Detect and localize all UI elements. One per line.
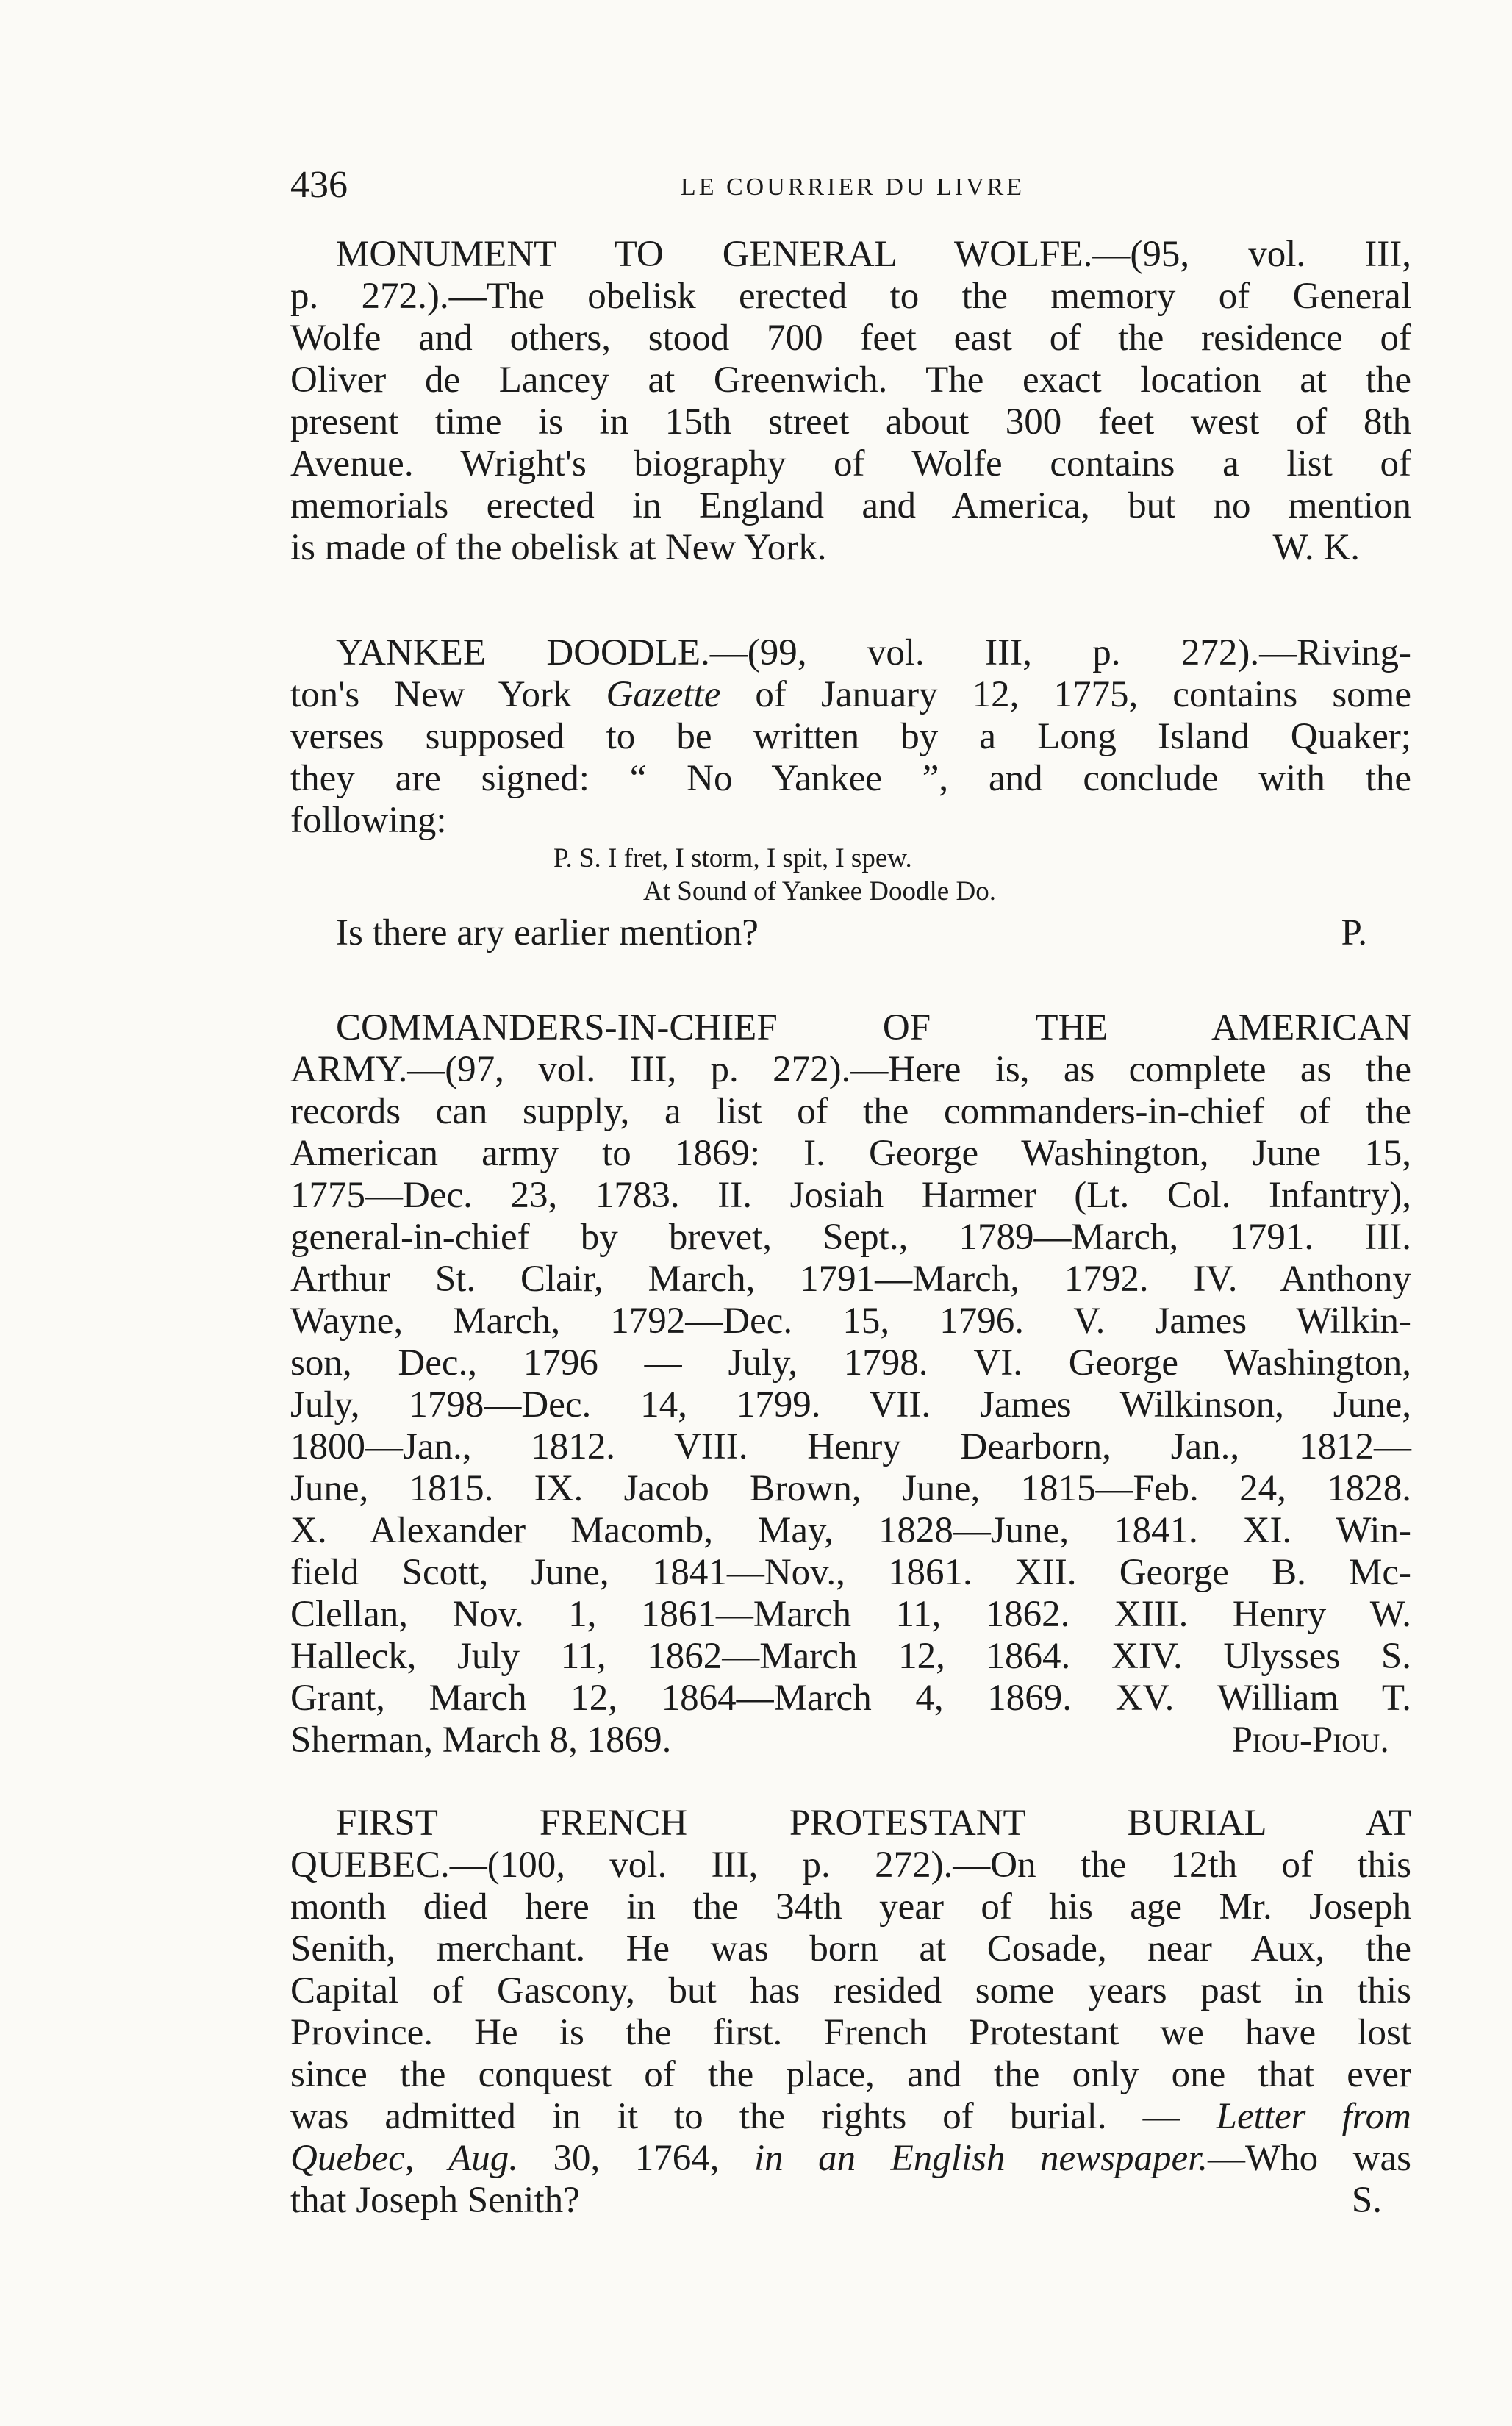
- yankee-line-2a: ton's New York: [290, 674, 606, 715]
- quebec-last-line: [290, 2180, 1411, 2222]
- commanders-line-12: June, 1815. IX. Jacob Brown, June, 1815—Feb. 24, 1828.: [290, 1468, 1411, 1509]
- commanders-line-2: ARMY.—(97, vol. III, p. 272).—Here is, as complete as the: [290, 1049, 1411, 1090]
- quebec-line-10: that Joseph Senith?: [290, 2180, 580, 2221]
- verse-line-1: P. S. I fret, I storm, I spit, I spew.: [553, 843, 912, 873]
- quebec-line-9b: 30, 1764,: [517, 2138, 754, 2179]
- yankee-question-row: [290, 912, 1411, 954]
- commanders-line-18: Sherman, March 8, 1869.: [290, 1720, 672, 1761]
- wolfe-line-5: present time is in 15th street about 300 feet west of 8th: [290, 401, 1411, 443]
- quebec-aug-italic: Quebec, Aug.: [290, 2138, 518, 2179]
- section-quebec: [290, 1803, 1411, 2222]
- commanders-line-6: general-in-chief by brevet, Sept., 1789—March, 1791. III.: [290, 1217, 1411, 1258]
- commanders-line-10: July, 1798—Dec. 14, 1799. VII. James Wilkinson, June,: [290, 1384, 1411, 1425]
- commanders-line-5: 1775—Dec. 23, 1783. II. Josiah Harmer (Lt. Col. Infantry),: [290, 1175, 1411, 1216]
- commanders-line-16: Halleck, July 11, 1862—March 12, 1864. XIV. Ulysses S.: [290, 1636, 1411, 1677]
- yankee-line-4: they are signed: “ No Yankee ”, and conclude with the: [290, 758, 1411, 799]
- page-number: 436: [290, 164, 348, 206]
- yankee-line-2: [290, 674, 1411, 716]
- quebec-line-8a: was admitted in it to the rights of burial. —: [290, 2096, 1217, 2137]
- commanders-line-7: Arthur St. Clair, March, 1791—March, 1792. IV. Anthony: [290, 1259, 1411, 1300]
- section-wolfe: [290, 234, 1411, 569]
- commanders-line-4: American army to 1869: I. George Washington, June 15,: [290, 1133, 1411, 1174]
- quebec-line-9: [290, 2138, 1411, 2180]
- quebec-line-9d: —Who was: [1208, 2138, 1411, 2179]
- page-header: [290, 163, 1415, 207]
- commanders-line-9: son, Dec., 1796 — July, 1798. VI. George Washington,: [290, 1342, 1411, 1384]
- gazette-italic: Gazette: [606, 674, 721, 715]
- commanders-line-13: X. Alexander Macomb, May, 1828—June, 1841. XI. Win-: [290, 1510, 1411, 1551]
- commanders-line-15: Clellan, Nov. 1, 1861—March 11, 1862. XIII. Henry W.: [290, 1594, 1411, 1635]
- quebec-line-6: Province. He is the first. French Protestant we have lost: [290, 2012, 1411, 2053]
- quebec-line-1: FIRST FRENCH PROTESTANT BURIAL AT: [336, 1803, 1411, 1844]
- quebec-line-7: since the conquest of the place, and the only one that ever: [290, 2054, 1411, 2095]
- commanders-line-1: COMMANDERS-IN-CHIEF OF THE AMERICAN: [336, 1007, 1411, 1048]
- commanders-line-17: Grant, March 12, 1864—March 4, 1869. XV. William T.: [290, 1678, 1411, 1719]
- wolfe-line-6: Avenue. Wright's biography of Wolfe contains a list of: [290, 443, 1411, 484]
- yankee-line-3: verses supposed to be written by a Long Island Quaker;: [290, 716, 1411, 757]
- wolfe-line-8: is made of the obelisk at New York.: [290, 527, 827, 568]
- commanders-signature: Piou-Piou.: [1231, 1720, 1389, 1761]
- commanders-line-3: records can supply, a list of the commanders-in-chief of the: [290, 1091, 1411, 1132]
- wolfe-line-2: p. 272.).—The obelisk erected to the memory of General: [290, 276, 1411, 317]
- section-commanders: [290, 1007, 1411, 1761]
- quebec-line-2: QUEBEC.—(100, vol. III, p. 272).—On the 12th of this: [290, 1844, 1411, 1886]
- yankee-line-5: following:: [290, 800, 447, 841]
- quebec-line-8: [290, 2096, 1411, 2138]
- wolfe-signature: W. K.: [1272, 527, 1360, 568]
- verse-line-2: At Sound of Yankee Doodle Do.: [643, 876, 996, 906]
- commanders-last-line: [290, 1720, 1411, 1761]
- running-title: LE COURRIER DU LIVRE: [680, 173, 1025, 201]
- wolfe-last-line: [290, 527, 1411, 569]
- quebec-line-4: Senith, merchant. He was born at Cosade, near Aux, the: [290, 1928, 1411, 1969]
- yankee-line-1: YANKEE DOODLE.—(99, vol. III, p. 272).—Riving-: [336, 632, 1411, 673]
- wolfe-line-1: MONUMENT TO GENERAL WOLFE.—(95, vol. III,: [336, 234, 1411, 275]
- section-yankee: [290, 632, 1411, 954]
- yankee-line-2b: of January 12, 1775, contains some: [720, 674, 1411, 715]
- commanders-line-14: field Scott, June, 1841—Nov., 1861. XII. George B. Mc-: [290, 1552, 1411, 1593]
- commanders-line-8: Wayne, March, 1792—Dec. 15, 1796. V. James Wilkin-: [290, 1300, 1411, 1342]
- quebec-line-5: Capital of Gascony, but has resided some years past in this: [290, 1970, 1411, 2011]
- letter-from-italic: Letter from: [1216, 2096, 1412, 2137]
- commanders-line-11: 1800—Jan., 1812. VIII. Henry Dearborn, Jan., 1812—: [290, 1426, 1411, 1467]
- quebec-signature: S.: [1351, 2180, 1382, 2221]
- quebec-line-3: month died here in the 34th year of his age Mr. Joseph: [290, 1886, 1411, 1928]
- wolfe-line-4: Oliver de Lancey at Greenwich. The exact location at the: [290, 359, 1411, 401]
- wolfe-line-3: Wolfe and others, stood 700 feet east of the residence of: [290, 318, 1411, 359]
- newspaper-italic: in an English newspaper.: [753, 2138, 1208, 2179]
- wolfe-line-7: memorials erected in England and America, but no mention: [290, 485, 1411, 526]
- yankee-question: Is there ary earlier mention?: [336, 912, 759, 953]
- yankee-signature: P.: [1341, 912, 1367, 953]
